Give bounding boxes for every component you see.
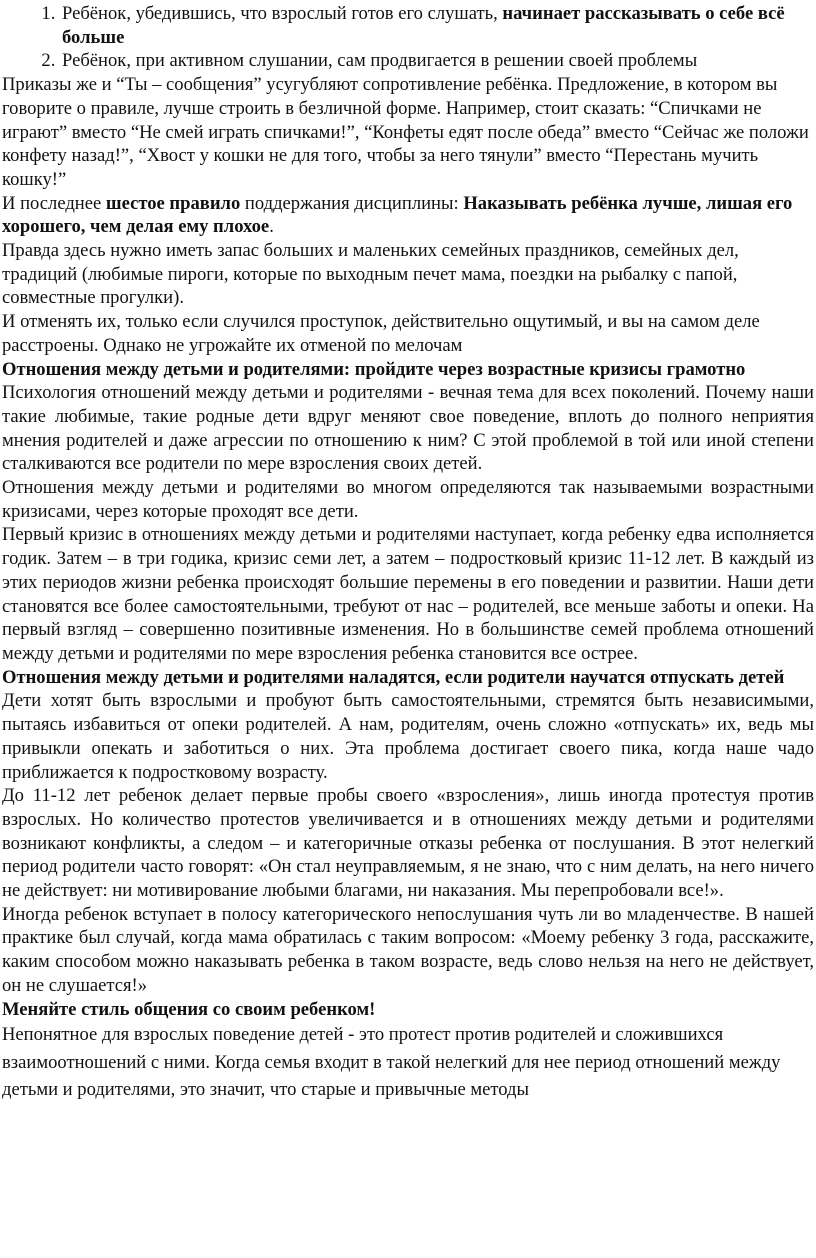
sixth-rule-mid-text: поддержания дисциплины: [240,192,464,214]
sixth-rule-statement: Наказывать ребёнка лучше, лишая его хорошего, чем делая ему плохое [2,192,793,238]
section-heading-age-crises: Отношения между детьми и родителями: пройдите через возрастные кризисы грамотно [2,358,746,380]
paragraph-sixth-rule [2,192,814,239]
sixth-rule-lead-text: И последнее [2,192,106,214]
paragraph-age-crises: Отношения между детьми и родителями во многом определяются так называемыми возрастными кризисами, через которые проходят все дети. [2,477,814,522]
paragraph-cancel-holidays: И отменять их, только если случился проступок, действительно ощутимый, и вы на самом деле расстроены. Однако не угрожайте их отменой по мелочам [2,311,760,356]
paragraph-rules-impersonal: Приказы же и “Ты – сообщения” усугубляют сопротивление ребёнка. Предложение, в котором вы говорите о правиле, лучше строить в безличной форме. Например, стоит сказать: “Спичками не играют” вместо “Не смей играть спичками!”, “Конфеты едят после обеда” вместо “Сейчас же положи конфету назад!”, “Хвост у кошки не для того, чтобы за него тянули” вместо “Перестань мучить кошку!” [2,74,809,190]
section-heading-change-style: Меняйте стиль общения со своим ребенком! [2,998,376,1020]
sixth-rule-label: шестое правило [105,192,241,214]
list-item [60,2,814,49]
paragraph-children-want-independence: Дети хотят быть взрослыми и пробуют быть самостоятельными, стремятся быть независимыми, пытаясь избавиться от опеки родителей. А нам, родителям, очень сложно «отпускать» их, ведь мы привыкли опекать и заботиться о них. Эта проблема достигает своего пика, когда наше чадо приближается к подростковому возрасту. [2,690,814,783]
paragraph-protests: До 11-12 лет ребенок делает первые пробы своего «взросления», лишь иногда протестуя против взрослых. Но количество протестов увеличивается и в отношениях между детьми и родителями возникают конфликты, а следом – и категоричные отказы ребенка от послушания. В этот нелегкий период родители часто говорят: «Он стал неуправляемым, я не знаю, что с ним делать, на него ничего не действует: ни мотивирование любыми благами, ни наказания. Мы перепробовали все!». [2,785,814,902]
list-item [60,49,814,73]
list-item-bold-text: начинает рассказывать о себе всё больше [62,3,785,48]
sixth-rule-end-text: . [269,216,274,238]
numbered-list [2,2,814,73]
paragraph-family-holidays: Правда здесь нужно иметь запас больших и маленьких семейных праздников, семейных дел, традиций (любимые пироги, которые по выходным печет мама, поездки на рыбалку с папой, совместные прогулки). [2,240,739,309]
paragraph-protest-behavior: Непонятное для взрослых поведение детей - это протест против родителей и сложившихся взаимоотношений с ними. Когда семья входит в такой нелегкий для нее период отношений между детьми и родителями, это значит, что старые и привычные методы [2,1024,781,1101]
paragraph-infant-disobedience: Иногда ребенок вступает в полосу категорического непослушания чуть ли во младенчестве. В нашей практике был случай, когда мама обратилась с таким вопросом: «Моему ребенку 3 года, расскажите, каким способом можно наказывать ребенка в таком возрасте, ведь слово нельзя на него не действует, он не слушается!» [2,903,814,996]
paragraph-first-crisis: Первый кризис в отношениях между детьми и родителями наступает, когда ребенку едва исполняется годик. Затем – в три годика, кризис семи лет, а затем – подростковый кризис 11-12 лет. В каждый из этих периодов жизни ребенка происходят большие перемены в его поведении и развитии. Наши дети становятся все более самостоятельными, требуют от нас – родителей, все меньше заботы и опеки. На первый взгляд – совершенно позитивные изменения. Но в большинстве семей проблема отношений между детьми и родителями по мере взросления ребенка становится все острее. [2,524,814,664]
list-item-text: Ребёнок, при активном слушании, сам продвигается в решении своей проблемы [62,50,698,72]
section-heading-let-go: Отношения между детьми и родителями наладятся, если родители научатся отпускать детей [2,666,785,688]
list-item-text: Ребёнок, убедившись, что взрослый готов его слушать, [62,3,503,24]
paragraph-psychology-relations: Психология отношений между детьми и родителями - вечная тема для всех поколений. Почему наши такие любимые, такие родные дети вдруг меняют свое поведение, вплоть до полного неприятия мнения родителей и даже агрессии по отношению к ним? С этой проблемой в той или иной степени сталкиваются все родители по мере взросления своих детей. [2,382,814,475]
